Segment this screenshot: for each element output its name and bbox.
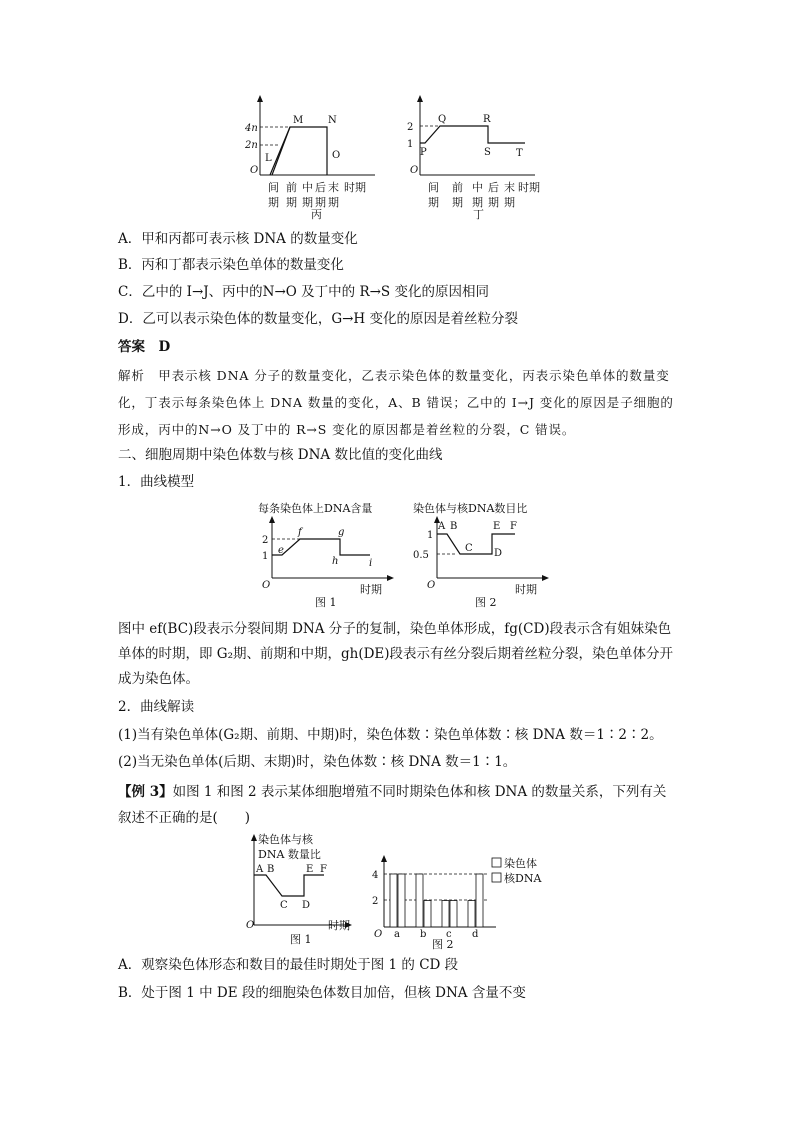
example-figure-1	[244, 830, 356, 948]
origin-label: O	[262, 580, 271, 591]
x-label: 中	[472, 181, 483, 194]
y-tick-2: 2	[407, 122, 414, 133]
y-tick: 0.5	[413, 550, 429, 561]
x-label: 末	[328, 181, 339, 194]
example-text: 如图 1 和图 2 表示某体细胞增殖不同时期染色体和核 DNA 的数量关系，下列有关叙述不正确的是( )	[118, 784, 667, 826]
y-tick: 1	[427, 530, 434, 541]
bar-b-chromosome	[416, 874, 423, 927]
point-O: O	[332, 150, 341, 161]
point-F: F	[320, 864, 327, 875]
x-axis-title: 时期	[344, 181, 366, 194]
x-axis-title: 时期	[518, 181, 540, 194]
x-label: 末	[504, 181, 515, 194]
y-tick: 1	[262, 551, 269, 562]
legend-label: 染色体	[504, 857, 537, 870]
figure-caption: 图 2	[475, 596, 497, 609]
point-i: i	[369, 558, 373, 569]
x-label: 期	[286, 196, 297, 209]
legend-swatch-dna	[492, 873, 501, 882]
bar-d-chromosome	[468, 901, 475, 928]
point-M: M	[293, 115, 304, 126]
section-title: 二、细胞周期中染色体数与核 DNA 数比值的变化曲线	[118, 447, 443, 463]
figure-bing	[240, 95, 400, 220]
origin-label: O	[427, 580, 436, 591]
point-D: D	[302, 900, 311, 911]
category-label: c	[446, 929, 452, 940]
point-C: C	[280, 900, 288, 911]
figure-caption: 图 2	[432, 938, 454, 950]
figure-caption: 图 1	[290, 933, 312, 946]
x-label: 中	[302, 181, 313, 194]
bar-c-dna	[450, 901, 457, 928]
option-b: B．丙和丁都表示染色单体的数量变化	[118, 257, 344, 273]
example-tag: 【例 3】	[118, 784, 173, 800]
legend-label: 核DNA	[504, 872, 542, 885]
origin-label: O	[246, 920, 255, 931]
bar-d-dna	[476, 874, 483, 927]
option-a: A．观察染色体形态和数目的最佳时期处于图 1 的 CD 段	[118, 957, 459, 973]
x-label: 前	[286, 181, 297, 194]
point-N: N	[328, 115, 337, 126]
point-C: C	[465, 543, 473, 554]
x-label: 期	[328, 196, 339, 209]
point-L: L	[265, 153, 272, 164]
x-label: 间	[428, 181, 439, 194]
x-label: 期	[472, 196, 483, 209]
option-a: A．甲和丙都可表示核 DNA 的数量变化	[118, 231, 358, 247]
point-R: R	[483, 114, 491, 125]
category-label: b	[420, 929, 427, 940]
x-label: 期	[302, 196, 313, 209]
x-label: 期	[452, 196, 463, 209]
x-label: 期	[488, 196, 499, 209]
figure-caption: 图 1	[315, 596, 337, 609]
subsection-title: 1．曲线模型	[118, 474, 195, 490]
point-f: f	[298, 527, 302, 538]
bar-a-dna	[398, 874, 405, 927]
category-label: d	[472, 929, 479, 940]
model-figure-1	[250, 498, 400, 610]
x-axis-title: 时期	[328, 919, 350, 932]
x-label: 期	[268, 196, 279, 209]
point-F: F	[510, 521, 517, 532]
point-B: B	[450, 521, 458, 532]
reading-1: (1)当有染色单体(G₂期、前期、中期)时，染色体数∶染色单体数∶核 DNA 数＝1∶2∶2。	[118, 727, 663, 743]
x-axis-title: 时期	[360, 583, 382, 596]
figure-ding	[400, 95, 560, 220]
x-axis-title: 时期	[515, 583, 537, 596]
example-figure-2-bar-chart	[368, 855, 558, 950]
point-S: S	[484, 147, 491, 158]
bar-a-chromosome	[390, 874, 397, 927]
figure-caption: 丁	[473, 208, 484, 220]
x-label: 后	[315, 181, 326, 194]
reading-2: (2)当无染色单体(后期、末期)时，染色体数∶核 DNA 数＝1∶1。	[118, 754, 517, 770]
category-label: a	[394, 929, 400, 940]
point-E: E	[306, 864, 314, 875]
y-tick-1: 1	[407, 139, 414, 150]
model-figure-2	[405, 498, 555, 610]
y-tick-label: 4	[372, 870, 379, 881]
paragraph: 图中 ef(BC)段表示分裂间期 DNA 分子的复制，染色单体形成，fg(CD)段表示含有姐妹染色单体的时期，即 G₂期、前期和中期，gh(DE)段表示有丝分裂后期着丝粒分裂，染色单体分开成为染色体。	[118, 621, 674, 687]
point-P: P	[420, 147, 427, 158]
example-question	[118, 779, 678, 831]
answer: 答案 D	[118, 339, 171, 355]
figure-caption: 丙	[311, 208, 322, 220]
chart-title: 染色体与核	[258, 833, 313, 846]
bar-c-chromosome	[442, 901, 449, 928]
analysis: 解析 甲表示核 DNA 分子的数量变化，乙表示染色体的数量变化，丙表示染色单体的数量变化，丁表示每条染色体上 DNA 数量的变化，A、B 错误；乙中的 I→J 变化的原因是子细胞的形成，丙中的N→O 及丁中的 R→S 变化的原因都是着丝粒的分裂，C 错误。	[118, 368, 674, 437]
origin-label: O	[250, 165, 259, 176]
point-A: A	[256, 864, 264, 875]
legend-swatch-chromosome	[492, 858, 501, 867]
y-tick-2n: 2n	[245, 140, 258, 151]
point-E: E	[493, 521, 501, 532]
point-g: g	[338, 527, 345, 538]
y-tick: 2	[262, 535, 269, 546]
x-label: 前	[452, 181, 463, 194]
x-label: 期	[504, 196, 515, 209]
chart-title: 染色体与核DNA数目比	[413, 502, 528, 515]
x-label: 期	[315, 196, 326, 209]
bar-b-dna	[424, 901, 431, 928]
point-D: D	[494, 548, 503, 559]
origin-label: O	[374, 929, 383, 940]
x-label: 间	[268, 181, 279, 194]
point-T: T	[516, 148, 523, 159]
point-h: h	[332, 556, 339, 567]
chart-title: DNA 数量比	[258, 848, 321, 861]
point-A: A	[438, 521, 446, 532]
point-Q: Q	[438, 114, 447, 125]
origin-label: O	[410, 165, 419, 176]
y-tick-4n: 4n	[245, 123, 258, 134]
option-c: C．乙中的 I→J、丙中的N→O 及丁中的 R→S 变化的原因相同	[118, 284, 489, 300]
x-label: 期	[428, 196, 439, 209]
chart-title: 每条染色体上DNA含量	[258, 502, 373, 515]
y-tick-label: 2	[372, 896, 379, 907]
x-label: 后	[488, 181, 499, 194]
point-B: B	[267, 864, 275, 875]
subsection-title: 2．曲线解读	[118, 699, 195, 715]
option-d: D．乙可以表示染色体的数量变化，G→H 变化的原因是着丝粒分裂	[118, 311, 518, 327]
option-b: B．处于图 1 中 DE 段的细胞染色体数目加倍，但核 DNA 含量不变	[118, 985, 526, 1001]
point-e: e	[278, 545, 284, 556]
